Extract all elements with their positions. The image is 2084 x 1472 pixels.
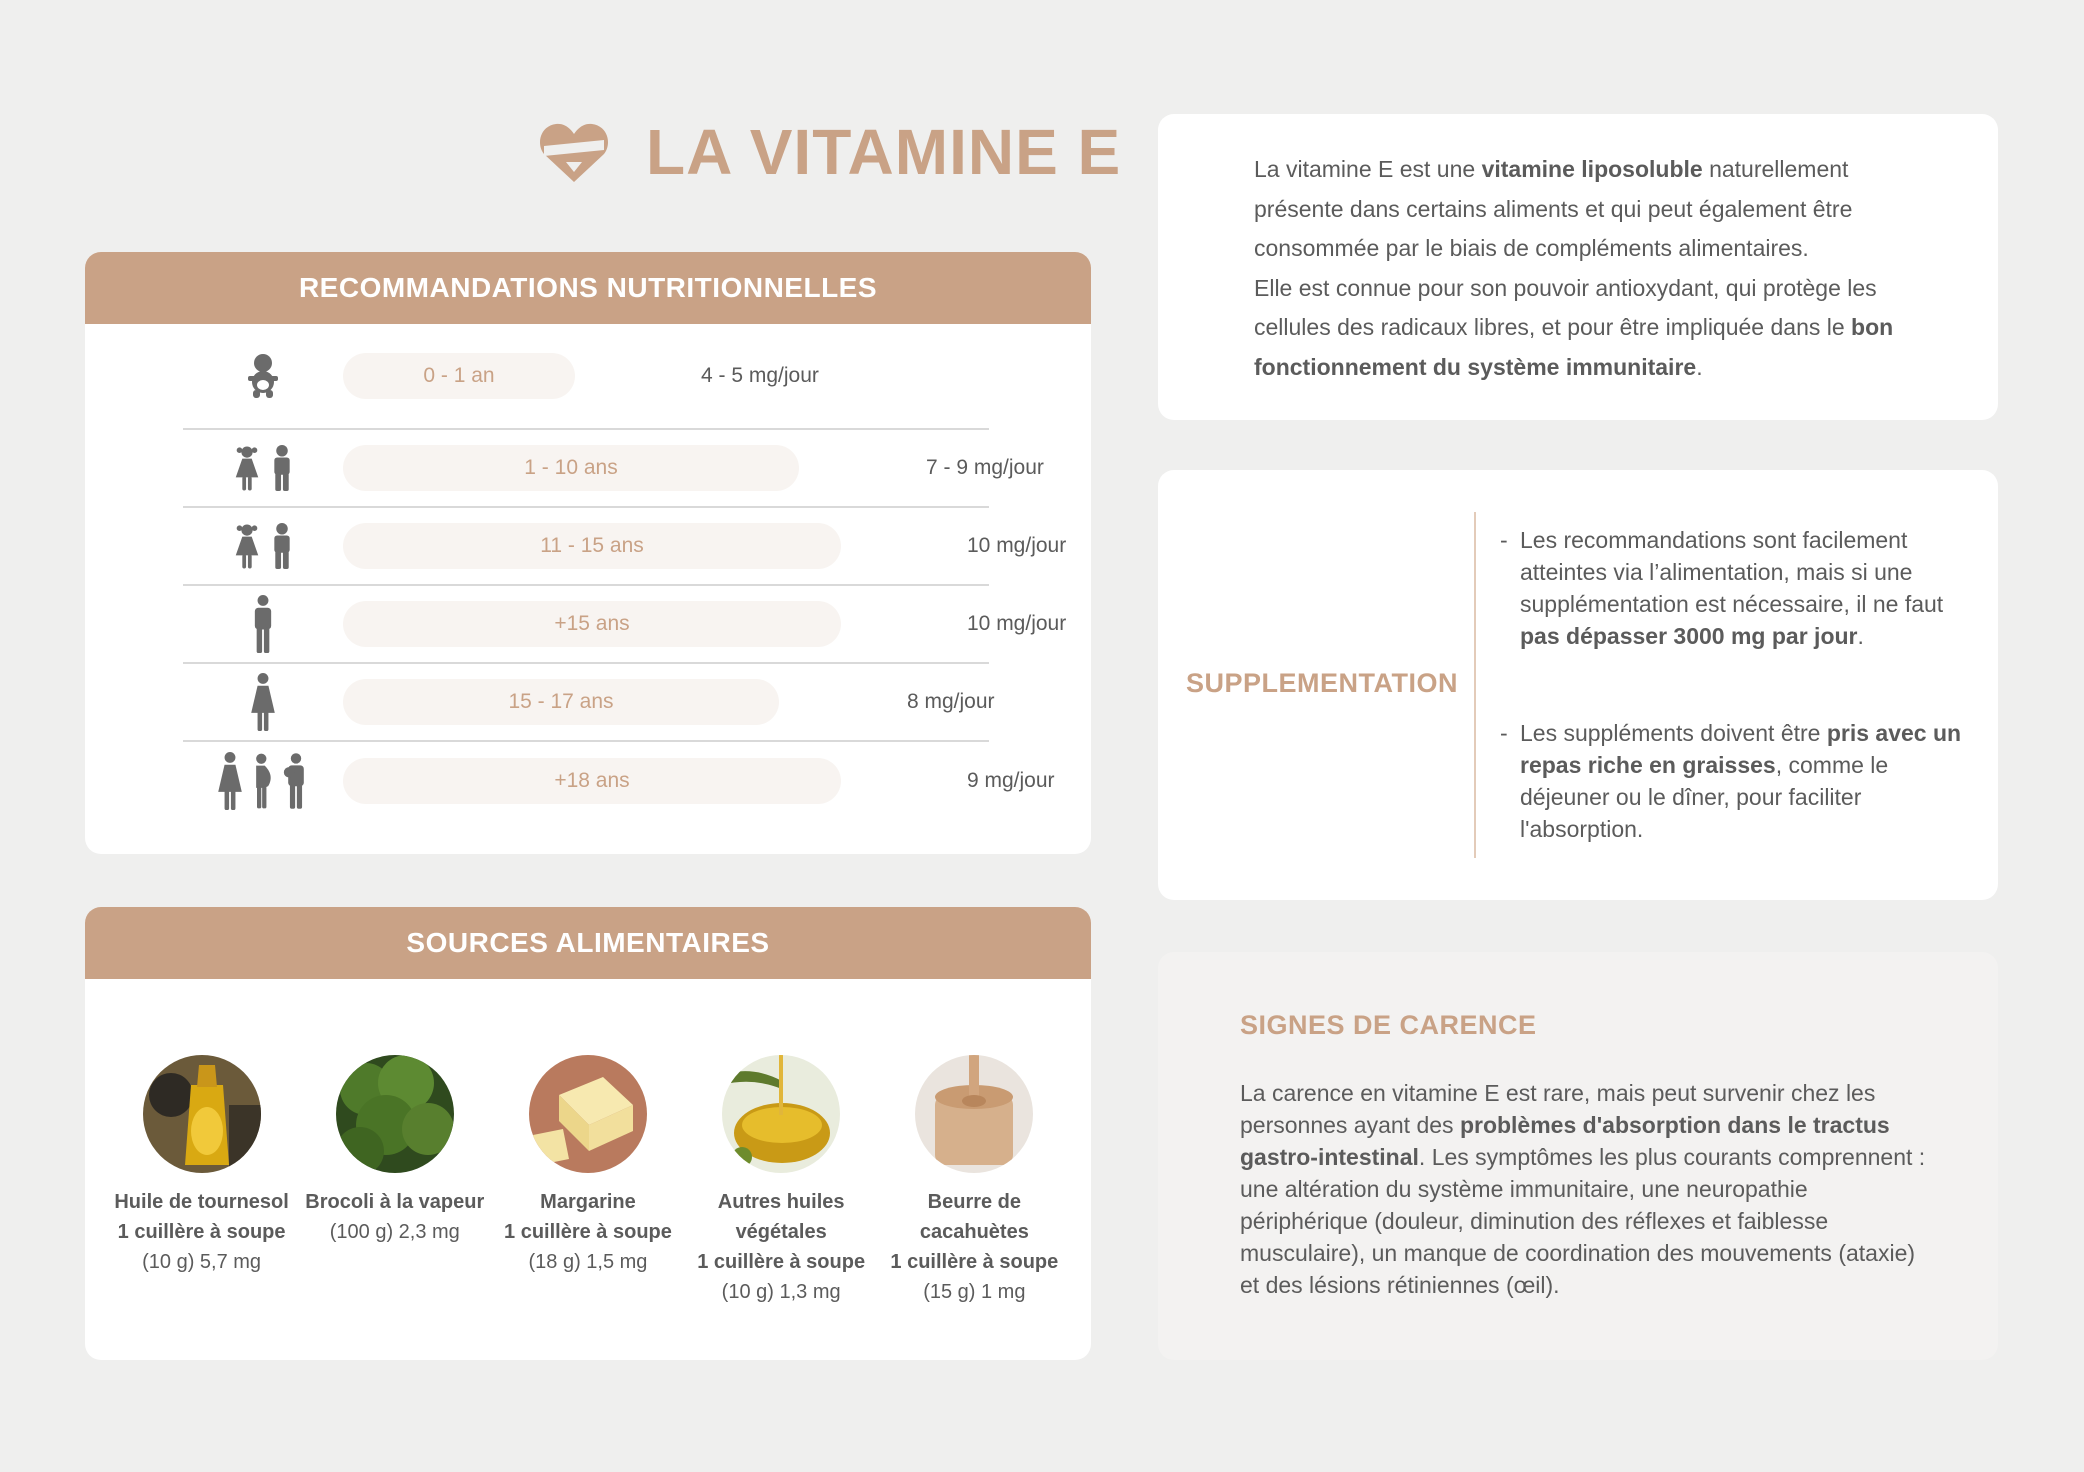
age-pill: +15 ans xyxy=(343,601,841,647)
table-row xyxy=(183,508,1067,586)
table-row xyxy=(183,586,1067,664)
age-pill: 15 - 17 ans xyxy=(343,679,779,725)
broccoli-photo xyxy=(336,1055,454,1173)
table-row xyxy=(183,742,1055,820)
supplementation-bullet xyxy=(1500,717,1970,845)
food-name: Beurre de cacahuètes xyxy=(919,1191,1029,1243)
intro-highlight: bon fonctionnement du système immunitaire xyxy=(1254,314,1894,380)
intro-text-part: La vitamine E est une xyxy=(1254,156,1482,182)
intro-highlight: vitamine liposoluble xyxy=(1481,156,1703,182)
bullet-text: Les recommandations sont facilement atteintes via l’alimentation, mais si une supplémentation est nécessaire, il ne faut xyxy=(1520,527,1944,617)
supplementation-title: SUPPLEMENTATION xyxy=(1186,668,1459,698)
recommendations-heading: RECOMMANDATIONS NUTRITIONNELLES xyxy=(85,252,1091,324)
food-quantity: 1 cuillère à soupe xyxy=(890,1251,1059,1273)
supplementation-bullet xyxy=(1500,524,1970,652)
bullet-highlight: pas dépasser 3000 mg par jour xyxy=(1520,623,1858,649)
vegetable-oil-photo xyxy=(722,1055,840,1173)
page-header xyxy=(538,112,1121,192)
deficiency-highlight: problèmes d'absorption dans le tractus gastro-intestinal xyxy=(1240,1112,1890,1170)
dose-value: 7 - 9 mg/jour xyxy=(926,456,1044,479)
bullet-text: , comme le déjeuner ou le dîner, pour faciliter l'absorption. xyxy=(1520,752,1889,842)
food-item xyxy=(493,1055,683,1307)
dose-value: 10 mg/jour xyxy=(967,534,1067,557)
deficiency-text-part: . Les symptômes les plus courants comprennent : une altération du système immunitaire, une neuropathie périphérique (douleur, diminution des réflexes et faiblesse musculaire), un manque de coordination des mouvements (ataxie) et des lésions rétiniennes (œil). xyxy=(1240,1144,1926,1298)
margarine-photo xyxy=(529,1055,647,1173)
food-vitamin-value: (10 g) 5,7 mg xyxy=(142,1251,262,1273)
woman-icon xyxy=(183,673,343,731)
food-item xyxy=(879,1055,1069,1307)
food-quantity: 1 cuillère à soupe xyxy=(117,1221,286,1243)
peanut-butter-photo xyxy=(915,1055,1033,1173)
age-pill: 0 - 1 an xyxy=(343,353,575,399)
age-pill: +18 ans xyxy=(343,758,841,804)
food-name: Autres huiles végétales xyxy=(717,1191,845,1243)
food-item xyxy=(686,1055,876,1307)
food-quantity: 1 cuillère à soupe xyxy=(697,1251,866,1273)
age-pill: 1 - 10 ans xyxy=(343,445,799,491)
food-name: Margarine xyxy=(540,1191,636,1213)
baby-icon xyxy=(183,354,343,398)
dose-value: 4 - 5 mg/jour xyxy=(701,364,819,387)
table-row xyxy=(183,430,1044,508)
intro-card xyxy=(1158,114,1998,420)
supplementation-card xyxy=(1158,470,1998,900)
food-item xyxy=(107,1055,297,1307)
food-list xyxy=(85,1055,1091,1307)
intro-text-part: naturellement présente dans certains aliments et qui peut également être consommée par le biais de compléments alimentaires. xyxy=(1254,156,1853,261)
sunflower-oil-photo xyxy=(143,1055,261,1173)
man-icon xyxy=(183,595,343,653)
food-vitamin-value: (15 g) 1 mg xyxy=(923,1281,1026,1303)
deficiency-card xyxy=(1158,952,1998,1360)
food-quantity: 1 cuillère à soupe xyxy=(504,1221,672,1243)
intro-text xyxy=(1254,150,1944,387)
bullet-text: . xyxy=(1857,623,1864,649)
food-name: Brocoli à la vapeur xyxy=(305,1191,485,1213)
dose-value: 8 mg/jour xyxy=(907,690,995,713)
table-row xyxy=(183,664,995,742)
deficiency-text xyxy=(1240,1077,1940,1301)
bullet-highlight: pris avec un repas riche en graisses xyxy=(1520,720,1962,778)
adults-icon xyxy=(183,752,343,810)
heart-shield-icon xyxy=(538,116,610,188)
deficiency-text-part: La carence en vitamine E est rare, mais peut survenir chez les personnes ayant des xyxy=(1240,1080,1876,1138)
food-sources-heading: SOURCES ALIMENTAIRES xyxy=(85,907,1091,979)
recommendations-card xyxy=(85,252,1091,854)
recommendations-table xyxy=(183,324,1067,820)
food-item xyxy=(300,1055,490,1307)
deficiency-title: SIGNES DE CARENCE xyxy=(1240,1010,1537,1040)
food-sources-card xyxy=(85,907,1091,1360)
page-title: LA VITAMINE E xyxy=(646,116,1122,188)
food-vitamin-value: (100 g) 2,3 mg xyxy=(329,1221,460,1243)
children-icon xyxy=(183,445,343,491)
age-pill: 11 - 15 ans xyxy=(343,523,841,569)
food-name: Huile de tournesol xyxy=(114,1191,289,1213)
table-row xyxy=(183,324,989,430)
intro-text-part: Elle est connue pour son pouvoir antioxydant, qui protège les cellules des radicaux libres, et pour être impliquée dans le xyxy=(1254,274,1877,340)
dose-value: 10 mg/jour xyxy=(967,612,1067,635)
bullet-text: Les suppléments doivent être xyxy=(1520,720,1827,746)
intro-text-part: . xyxy=(1696,353,1703,380)
children-icon xyxy=(183,523,343,569)
food-vitamin-value: (18 g) 1,5 mg xyxy=(528,1251,648,1273)
divider xyxy=(1474,512,1476,858)
food-vitamin-value: (10 g) 1,3 mg xyxy=(721,1281,841,1303)
dose-value: 9 mg/jour xyxy=(967,769,1055,792)
